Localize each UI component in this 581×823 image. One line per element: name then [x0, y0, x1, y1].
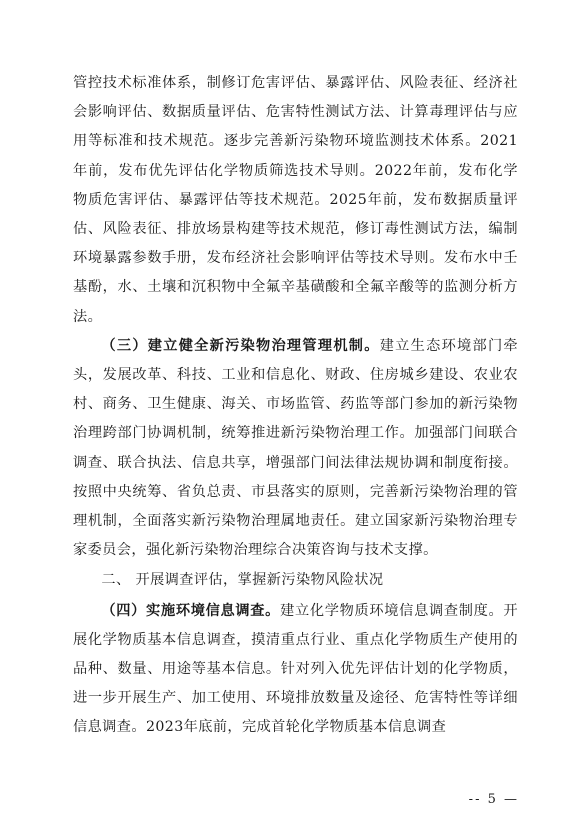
section-heading-survey: 二、 开展调查评估，掌握新污染物风险状况 [101, 572, 384, 589]
paragraph-mechanism [73, 332, 518, 566]
subheading-info-survey: （四）实施环境信息调查。 [101, 602, 281, 619]
paragraph-mechanism-body: 建立生态环境部门牵头，发展改革、科技、工业和信息化、财政、住房城乡建设、农业农村、商务、卫生健康、海关、市场监管、药监等部门参加的新污染物治理跨部门协调机制，统筹推进新污染物治理工作。加强部门间联合调查、联合执法、信息共享，增强部门间法律法规协调和制度衔接。按照中央统筹、省负总责、市县落实的原则，完善新污染物治理的管理机制，全面落实新污染物治理属地责任。建立国家新污染物治理专家委员会，强化新污染物治理综合决策咨询与技术支撑。 [73, 337, 519, 559]
subheading-mechanism: （三）建立健全新污染物治理管理机制。 [101, 337, 380, 354]
document-body [73, 69, 518, 743]
page-number: -- 5 — [468, 792, 519, 807]
paragraph-info-survey-body: 建立化学物质环境信息调查制度。开展化学物质基本信息调查，摸清重点行业、重点化学物质生产使用的品种、数量、用途等基本信息。针对列入优先评估计划的化学物质，进一步开展生产、加工使用、环境排放数量及途径、危害特性等详细信息调查。2023年底前，完成首轮化学物质基本信息调查 [73, 602, 518, 736]
paragraph-standards: 管控技术标准体系，制修订危害评估、暴露评估、风险表征、经济社会影响评估、数据质量评估、危害特性测试方法、计算毒理评估与应用等标准和技术规范。逐步完善新污染物环境监测技术体系。2021年前，发布优先评估化学物质筛选技术导则。2022年前，发布化学物质危害评估、暴露评估等技术规范。2025年前，发布数据质量评估、风险表征、排放场景构建等技术规范，修订毒性测试方法，编制环境暴露参数手册，发布经济社会影响评估等技术导则。发布水中壬基酚，水、土壤和沉积物中全氟辛基磺酸和全氟辛酸等的监测分析方法。 [73, 75, 518, 325]
paragraph-info-survey [73, 597, 518, 743]
